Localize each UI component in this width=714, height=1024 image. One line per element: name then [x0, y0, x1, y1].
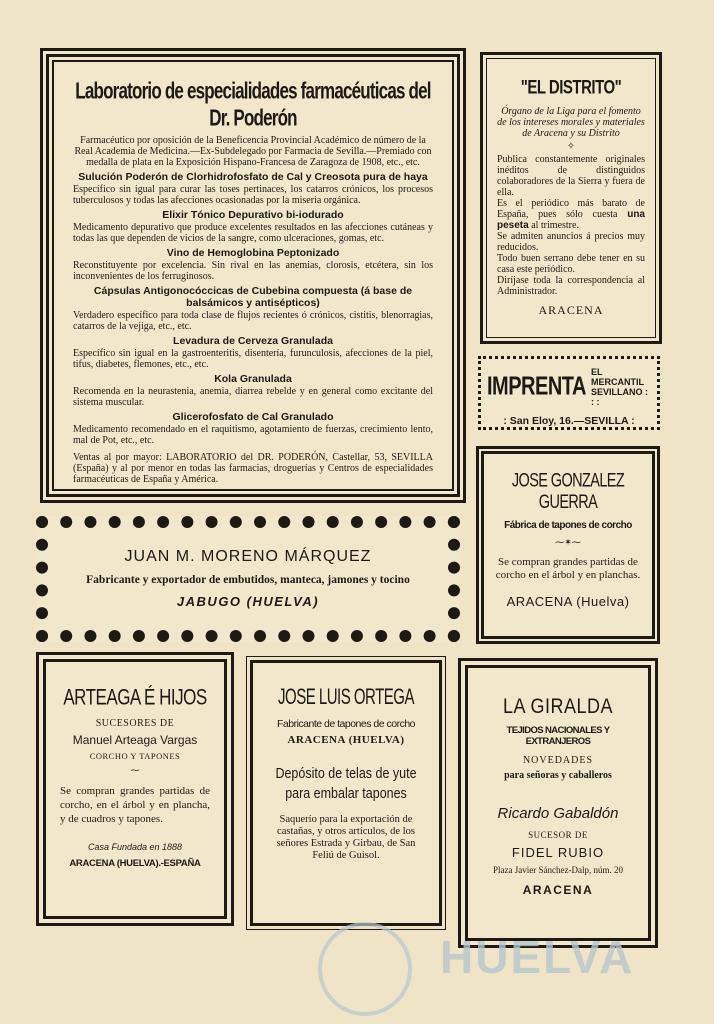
imprenta-address: : San Eloy, 16.—SEVILLA : — [503, 415, 635, 427]
lab-products — [73, 171, 433, 446]
gonzalez-sub: Fábrica de tapones de corcho — [504, 520, 632, 531]
lab-product-name: Cápsulas Antigonocóccicas de Cubebina compuesta (á base de balsámicos y antisépticos) — [93, 285, 413, 309]
moreno-line: Fabricante y exportador de embutidos, manteca, jamones y tocino — [86, 574, 410, 586]
distrito-title: "EL DISTRITO" — [520, 76, 622, 99]
distrito-p3: Se admiten anuncios á precios muy reducidos. — [497, 231, 645, 253]
giralda-nov: NOVEDADES — [522, 755, 594, 766]
lab-product-desc: Recomenda en la neurastenia, anemia, diarrea rebelde y en general como excitante del sistema muscular. — [73, 386, 433, 408]
lab-product-desc: Verdadero específico para toda clase de flujos recientes ó crónicos, cistitis, blenorragias, catarros de la vejiga, etc., etc. — [73, 310, 433, 332]
gonzalez-ad — [476, 446, 660, 644]
arteaga-sub1: SUCESORES DE — [95, 718, 175, 729]
lab-product-name: Elixir Tónico Depurativo bi-iodurado — [162, 209, 344, 221]
lab-product-name: Sulución Poderón de Clorhidrofosfato de Cal y Creosota pura de haya — [78, 171, 428, 183]
arteaga-title: ARTEAGA É HIJOS — [63, 685, 207, 710]
arteaga-sub2: Manuel Arteaga Vargas — [72, 733, 198, 747]
giralda-title: LA GIRALDA — [502, 693, 614, 718]
ornament-icon: ⁓✶⁓ — [555, 537, 581, 547]
arteaga-place: ARACENA (HUELVA).-ESPAÑA — [69, 858, 201, 869]
arteaga-sub3: CORCHO Y TAPONES — [89, 751, 181, 761]
giralda-place: ARACENA — [522, 883, 594, 897]
imprenta-word: IMPRENTA — [487, 372, 586, 401]
ortega-ad — [250, 660, 442, 926]
gonzalez-title: JOSE GONZALEZ GUERRA — [511, 470, 625, 514]
giralda-sub: TEJIDOS NACIONALES Y EXTRANJEROS — [506, 725, 610, 747]
imprenta-name2: SEVILLANO : : : — [590, 387, 648, 407]
imprenta-name1: EL MERCANTIL — [590, 367, 644, 387]
watermark: HUELVA — [440, 931, 635, 983]
giralda-owner: Ricardo Gabaldón — [497, 805, 619, 822]
ortega-title: JOSE LUIS ORTEGA — [278, 685, 414, 710]
giralda-for: para señoras y caballeros — [504, 770, 612, 781]
lab-product-name: Kola Granulada — [214, 373, 292, 385]
arteaga-ad — [36, 652, 234, 926]
lab-product-name: Levadura de Cerveza Granulada — [173, 335, 333, 347]
giralda-prev: FIDEL RUBIO — [511, 845, 605, 860]
gonzalez-text: Se compran grandes partidas de corcho en el árbol y en planchas. — [495, 556, 641, 581]
ortega-l1: Depósito de telas de yute — [275, 764, 417, 782]
arteaga-text: Se compran grandes partidas de corcho, en el árbol y en plancha, y de cuadros y tapones. — [60, 785, 210, 825]
lab-footer: Ventas al por mayor: LABORATORIO del DR. PODERÓN, Castellar, 53, SEVILLA (España) y al por menor en todas las farmacias, droguerías y Centros de especialidades farmacéuticas de España y América. — [73, 452, 433, 485]
ortega-sub: Fabricante de tapones de corcho — [276, 718, 416, 730]
distrito-p4: Todo buen serrano debe tener en su casa este periódico. — [497, 253, 645, 275]
distrito-p2: Es el periódico más barato de España, pues sólo cuesta una peseta al trimestre. — [497, 198, 645, 231]
moreno-name: JUAN M. MORENO MÁRQUEZ — [124, 548, 372, 565]
lab-intro: Farmacéutico por oposición de la Beneficencia Provincial Académico de número de la Real Academia de Medicina.—Ex-Subdelegado por Farmacia de Sevilla.—Premiado con medalla de plata en la Exposición Hispano-Francesa de Zaragoza de 1908, etc., etc. — [74, 135, 432, 168]
lab-product-desc: Medicamento recomendado en el raquitismo, agotamiento de fuerzas, crecimiento lento, mal de Pot, etc., etc. — [73, 424, 433, 446]
gonzalez-place: ARACENA (Huelva) — [506, 594, 630, 609]
giralda-addr: Plaza Javier Sánchez-Dalp, núm. 20 — [493, 865, 623, 875]
distrito-p1: Publica constantemente originales inéditos de distinguidos colaboradores de la Sierra y fuera de ella. — [497, 154, 645, 198]
arteaga-founded: Casa Fundada en 1888 — [87, 842, 183, 852]
distrito-price: una peseta — [497, 209, 645, 231]
moreno-ad — [36, 516, 460, 642]
lab-product-name: Vino de Hemoglobina Peptonizado — [166, 247, 340, 259]
lab-product-name: Glicerofosfato de Cal Granulado — [172, 411, 334, 423]
distrito-p5: Diríjase toda la correspondencia al Administrador. — [497, 275, 645, 297]
lab-title: Laboratorio de especialidades farmacéuticas del Dr. Poderón — [75, 78, 431, 131]
distrito-place: ARACENA — [538, 303, 604, 317]
shield-watermark-icon — [318, 922, 412, 1016]
ortega-text: Saquerío para la exportación de castañas, y otros artículos, de los señores Estrada y Girbau, de San Feliú de Guisol. — [276, 814, 416, 861]
lab-product-desc: Específico sin igual en la gastroenteritis, disentería, furunculosis, afecciones de la piel, tifus, diabetes, flemones, etc., etc. — [73, 348, 433, 370]
ortega-place: ARACENA (HUELVA) — [287, 734, 405, 746]
distrito-ad — [480, 52, 662, 344]
imprenta-ad — [478, 356, 660, 430]
moreno-place: JABUGO (HUELVA) — [176, 594, 320, 609]
lab-product-desc: Medicamento depurativo que produce excelentes resultados en las afecciones cutáneas y todas las que dependen de vicios de la sangre, como ulceraciones, gomas, etc. — [73, 222, 433, 244]
distrito-subtitle: Órgano de la Liga para el fomento de los intereses morales y materiales de Aracena y su Distrito — [497, 106, 645, 139]
ornament-icon: ✧ — [566, 141, 576, 152]
giralda-ad — [458, 658, 658, 948]
giralda-suc: SUCESOR DE — [528, 830, 588, 840]
ornament-icon: ⁓ — [130, 765, 140, 775]
ortega-l2: para embalar tapones — [285, 784, 407, 802]
lab-ad — [40, 48, 466, 503]
lab-product-desc: Específico sin igual para curar las toses pertinaces, los catarros crónicos, los procesos tuberculosos y todas las afecciones ocasionadas por la miseria orgánica. — [73, 184, 433, 206]
lab-product-desc: Reconstituyente por excelencia. Sin rival en las anemias, clorosis, etcétera, sin los inconvenientes de los ferruginosos. — [73, 260, 433, 282]
